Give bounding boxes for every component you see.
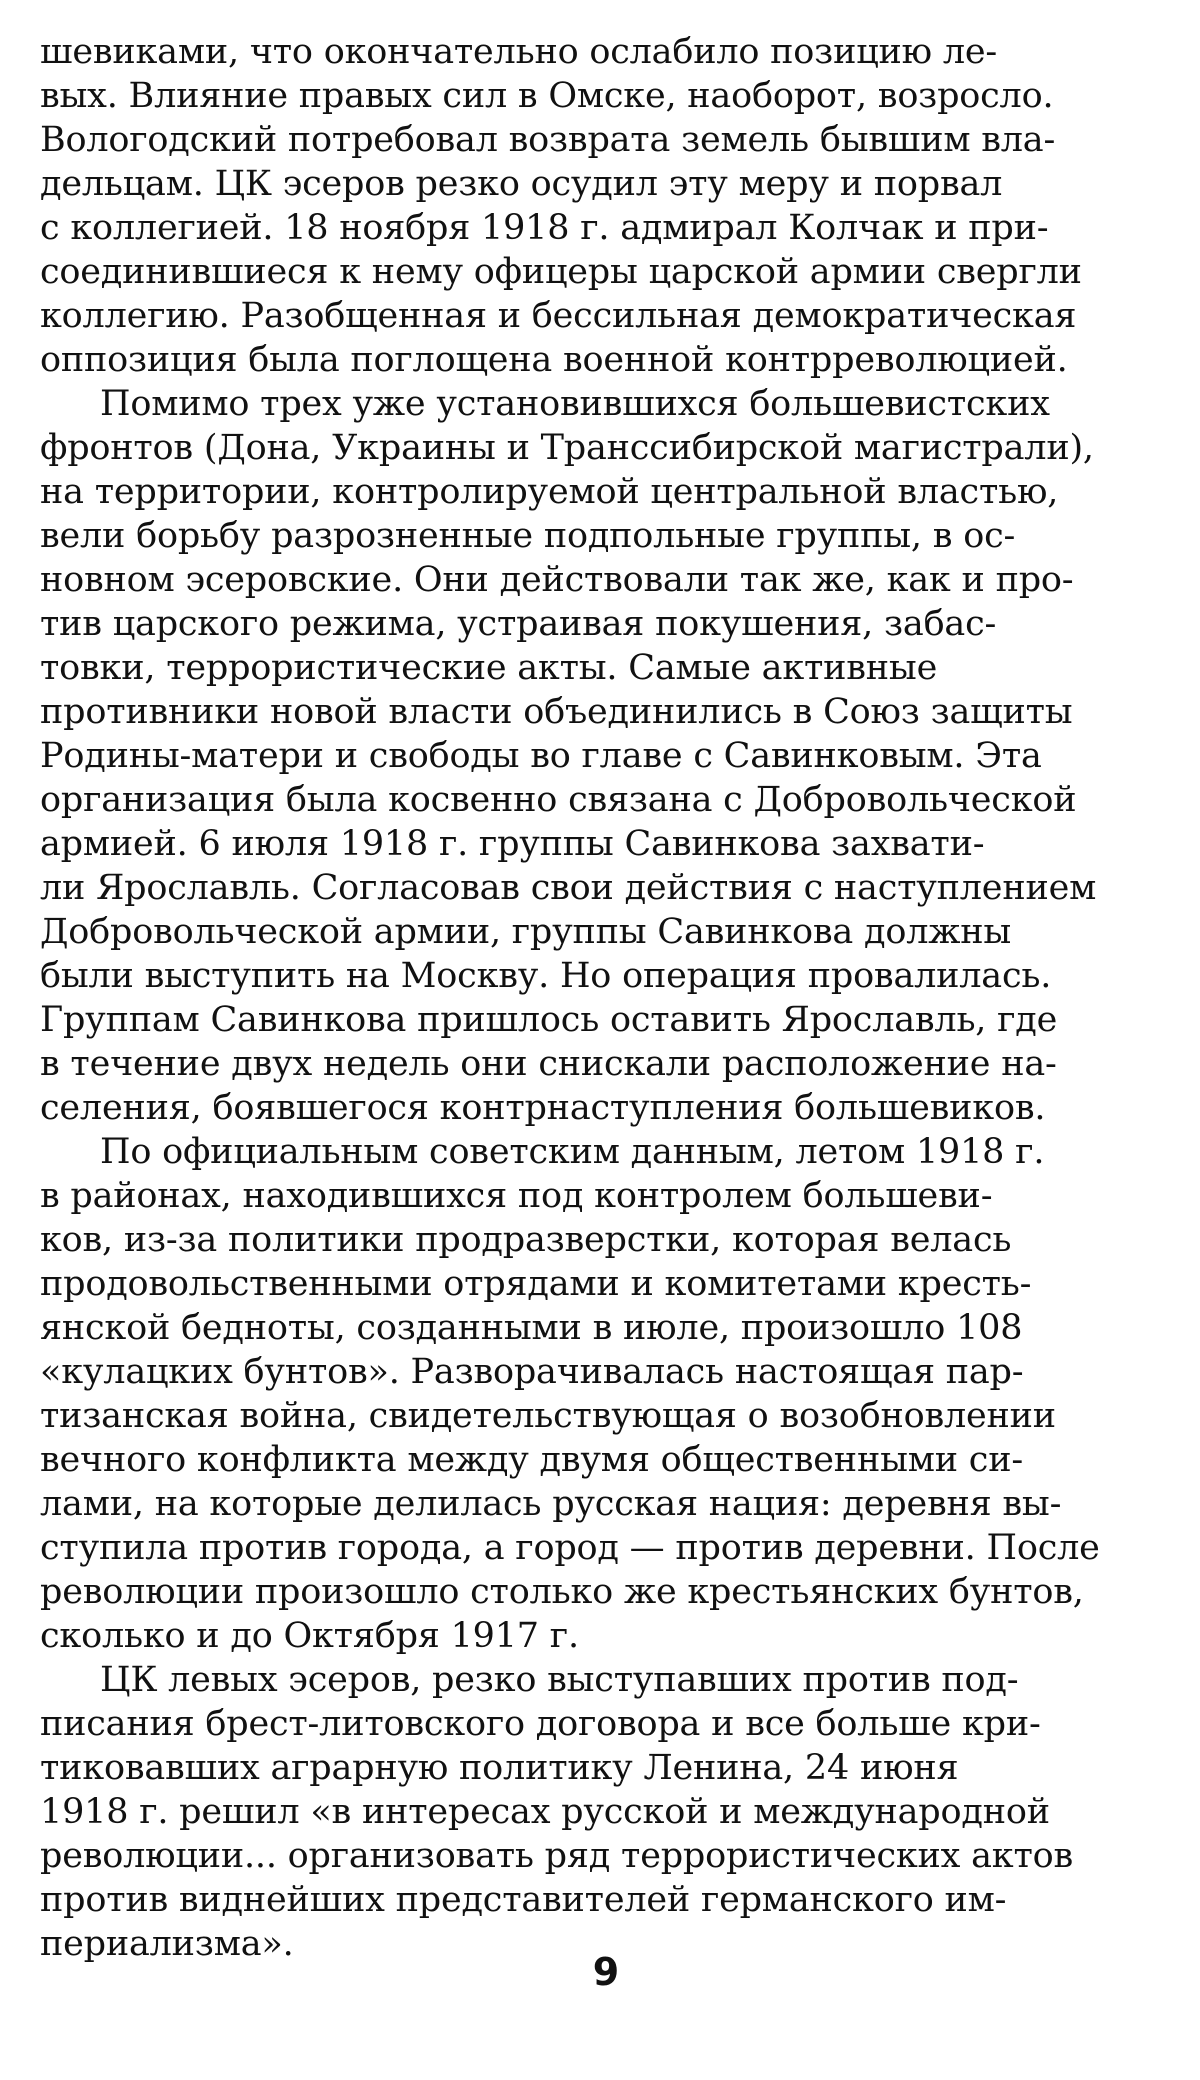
text-line: на территории, контролируемой центральной властью, bbox=[40, 472, 1059, 512]
text-line: лами, на которые делилась русская нация: деревня вы- bbox=[40, 1484, 1062, 1524]
text-line: товки, террористические акты. Самые активные bbox=[40, 648, 938, 688]
text-line: с коллегией. 18 ноября 1918 г. адмирал Колчак и при- bbox=[40, 208, 1049, 248]
text-line: тив царского режима, устраивая покушения, забас- bbox=[40, 604, 997, 644]
text-line: ков, из-за политики продразверстки, которая велась bbox=[40, 1220, 1012, 1260]
text-line: продовольственными отрядами и комитетами кресть- bbox=[40, 1264, 1032, 1304]
text-line: сколько и до Октября 1917 г. bbox=[40, 1616, 579, 1656]
text-line: вых. Влияние правых сил в Омске, наоборот, возросло. bbox=[40, 76, 1054, 116]
text-line: Добровольческой армии, группы Савинкова должны bbox=[40, 912, 1012, 952]
text-line: тиковавших аграрную политику Ленина, 24 июня bbox=[40, 1748, 959, 1788]
text-line: соединившиеся к нему офицеры царской армии свергли bbox=[40, 252, 1082, 292]
page-number: 9 bbox=[592, 1950, 620, 1994]
text-line: писания брест-литовского договора и все больше кри- bbox=[40, 1704, 1041, 1744]
text-line: ЦК левых эсеров, резко выступавших против под- bbox=[100, 1660, 1019, 1700]
text-line: 1918 г. решил «в интересах русской и международной bbox=[40, 1792, 1050, 1832]
text-line: в районах, находившихся под контролем большеви- bbox=[40, 1176, 993, 1216]
text-line: дельцам. ЦК эсеров резко осудил эту меру и порвал bbox=[40, 164, 1003, 204]
text-line: новном эсеровские. Они действовали так же, как и про- bbox=[40, 560, 1074, 600]
text-line: Группам Савинкова пришлось оставить Ярославль, где bbox=[40, 1000, 1058, 1040]
text-line: ступила против города, а город — против деревни. После bbox=[40, 1528, 1100, 1568]
text-line: вечного конфликта между двумя общественными си- bbox=[40, 1440, 1023, 1480]
text-line: революции произошло столько же крестьянских бунтов, bbox=[40, 1572, 1084, 1612]
text-line: армией. 6 июля 1918 г. группы Савинкова захвати- bbox=[40, 824, 985, 864]
text-line: периализма». bbox=[40, 1924, 294, 1964]
text-line: коллегию. Разобщенная и бессильная демократическая bbox=[40, 296, 1077, 336]
text-line: против виднейших представителей германского им- bbox=[40, 1880, 1007, 1920]
text-line: оппозиция была поглощена военной контрреволюцией. bbox=[40, 340, 1068, 380]
paragraph-kulak-revolts bbox=[40, 1130, 1172, 1658]
paragraph-omsk-coup bbox=[40, 30, 1172, 382]
text-line: Помимо трех уже установившихся большевистских bbox=[100, 384, 1050, 424]
text-line: тизанская война, свидетельствующая о возобновлении bbox=[40, 1396, 1056, 1436]
book-page bbox=[40, 30, 1172, 2050]
text-line: в течение двух недель они снискали расположение на- bbox=[40, 1044, 1057, 1084]
text-line: революции... организовать ряд террористических актов bbox=[40, 1836, 1074, 1876]
text-line: организация была косвенно связана с Добровольческой bbox=[40, 780, 1077, 820]
paragraph-underground-groups bbox=[40, 382, 1172, 1130]
text-line: фронтов (Дона, Украины и Транссибирской магистрали), bbox=[40, 428, 1094, 468]
text-line: Вологодский потребовал возврата земель бывшим вла- bbox=[40, 120, 1056, 160]
text-line: Родины-матери и свободы во главе с Савинковым. Эта bbox=[40, 736, 1042, 776]
text-line: ли Ярославль. Согласовав свои действия с наступлением bbox=[40, 868, 1097, 908]
text-line: селения, боявшегося контрнаступления большевиков. bbox=[40, 1088, 1046, 1128]
text-line: вели борьбу разрозненные подпольные группы, в ос- bbox=[40, 516, 1016, 556]
text-line: По официальным советским данным, летом 1918 г. bbox=[100, 1132, 1045, 1172]
text-line: шевиками, что окончательно ослабило позицию ле- bbox=[40, 32, 997, 72]
paragraph-left-sr-decision bbox=[40, 1658, 1172, 1966]
text-line: янской бедноты, созданными в июле, произошло 108 bbox=[40, 1308, 1023, 1348]
text-line: были выступить на Москву. Но операция провалилась. bbox=[40, 956, 1052, 996]
text-line: «кулацких бунтов». Разворачивалась настоящая пар- bbox=[40, 1352, 1024, 1392]
text-line: противники новой власти объединились в Союз защиты bbox=[40, 692, 1073, 732]
